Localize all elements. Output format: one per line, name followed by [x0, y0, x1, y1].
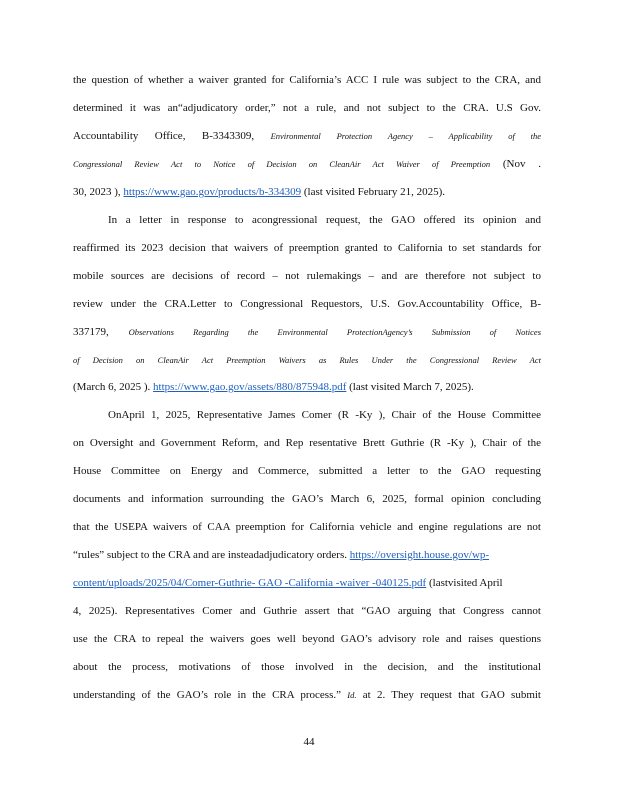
text-run: about the process, motivations of those involved in the decision, and the institutional: [73, 661, 541, 673]
text-run: (March 6, 2025 ).: [73, 381, 154, 393]
text-run: review under the CRA.Letter to Congressional Requestors, U.S. Gov.Accountability Office, B-: [73, 298, 541, 310]
text-line: [108, 213, 541, 227]
citation-title: of Decision on CleanAir Act Preemption Waivers as Rules Under the Congressional Review Act: [73, 355, 541, 365]
text-line: [73, 269, 541, 283]
text-line: [73, 688, 541, 702]
text-run: use the CRA to repeal the waivers goes well beyond GAO’s advisory role and raises questions: [73, 633, 541, 645]
text-run: at 2. They request that GAO submit: [356, 689, 541, 701]
text-run: (Nov .: [490, 158, 542, 170]
text-run: documents and information surrounding the GAO’s March 6, 2025, formal opinion concluding: [73, 493, 541, 505]
text-run: (lastvisited April: [426, 577, 503, 589]
text-line: [73, 353, 541, 367]
text-run: 337179,: [73, 326, 129, 338]
text-run: Accountability Office, B-3343309,: [73, 130, 271, 142]
text-run: House Committee on Energy and Commerce, submitted a letter to the GAO requesting: [73, 465, 541, 477]
text-run: 30, 2023 ),: [73, 186, 124, 198]
hyperlink[interactable]: https://oversight.house.gov/wp-: [349, 549, 490, 561]
text-run: OnApril 1, 2025, Representative James Comer (R -Ky ), Chair of the House Committee: [108, 409, 541, 421]
text-line: [73, 436, 541, 450]
text-line: [73, 297, 541, 311]
text-line: [73, 101, 541, 115]
text-line: [73, 325, 541, 339]
citation-title: Congressional Review Act to Notice of Decision on CleanAir Act Waiver of Preemption: [73, 159, 491, 169]
text-line: [73, 241, 541, 255]
text-line: [73, 576, 541, 590]
text-run: mobile sources are decisions of record – not rulemakings – and are therefore not subject to: [73, 270, 541, 282]
hyperlink[interactable]: content/uploads/2025/04/Comer-Guthrie- GAO -California -waiver -040125.pdf: [73, 577, 427, 589]
text-line: [108, 408, 541, 422]
text-run: (last visited March 7, 2025).: [346, 381, 474, 393]
page-number: 44: [303, 736, 315, 748]
text-run: determined it was an“adjudicatory order,” not a rule, and not subject to the CRA. U.S Gov.: [73, 102, 541, 114]
text-line: [73, 492, 541, 506]
text-run: reaffirmed its 2023 decision that waivers of preemption granted to California to set standards for: [73, 242, 541, 254]
citation-title: Observations Regarding the Environmental ProtectionAgency’s Submission of Notices: [128, 327, 541, 337]
text-line: [73, 464, 541, 478]
citation-title: Id.: [347, 690, 357, 700]
text-line: [73, 185, 541, 199]
text-run: “rules” subject to the CRA and are insteadadjudicatory orders.: [73, 549, 350, 561]
text-line: [73, 380, 541, 394]
citation-title: Environmental Protection Agency – Applicability of the: [270, 131, 542, 141]
text-run: In a letter in response to acongressional request, the GAO offered its opinion and: [108, 214, 541, 226]
text-line: [73, 520, 541, 534]
text-run: understanding of the GAO’s role in the CRA process.”: [73, 689, 348, 701]
hyperlink[interactable]: https://www.gao.gov/assets/880/875948.pdf: [153, 381, 347, 393]
text-run: the question of whether a waiver granted for California’s ACC I rule was subject to the CRA, and: [73, 74, 541, 86]
text-run: 4, 2025). Representatives Comer and Guthrie assert that “GAO arguing that Congress cannot: [73, 605, 541, 617]
hyperlink[interactable]: https://www.gao.gov/products/b-334309: [123, 186, 302, 198]
text-line: [73, 157, 541, 171]
text-run: (last visited February 21, 2025).: [301, 186, 446, 198]
text-line: [73, 604, 541, 618]
text-line: [73, 660, 541, 674]
text-line: [73, 632, 541, 646]
text-line: [73, 548, 541, 562]
text-line: [73, 129, 541, 143]
text-line: [73, 73, 541, 87]
text-run: that the USEPA waivers of CAA preemption for California vehicle and engine regulations are not: [73, 521, 541, 533]
text-run: on Oversight and Government Reform, and Rep resentative Brett Guthrie (R -Ky ), Chair of the: [73, 437, 541, 449]
